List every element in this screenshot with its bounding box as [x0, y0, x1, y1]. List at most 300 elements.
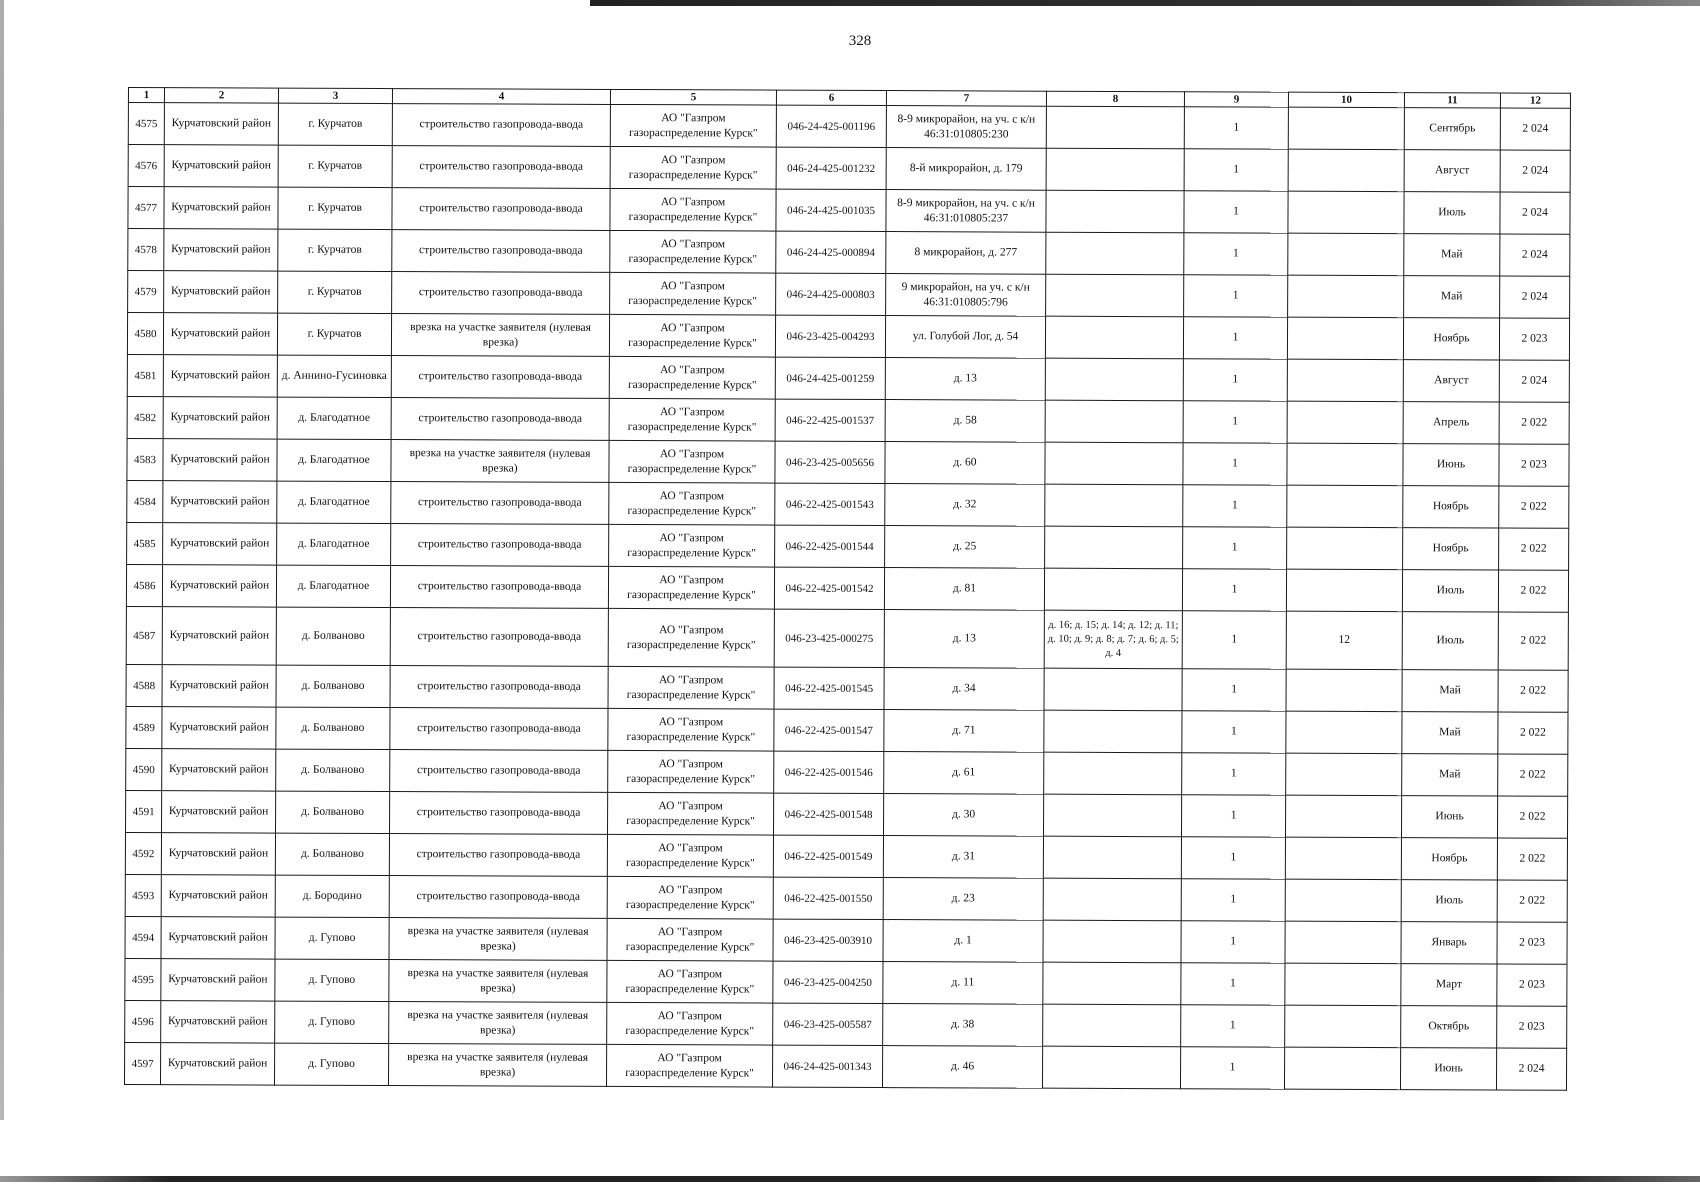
cell-year: 2 024 — [1500, 276, 1570, 318]
cell-district: Курчатовский район — [161, 833, 275, 875]
cell-additional-addresses — [1045, 442, 1183, 485]
cell-work-type: врезка на участке заявителя (нулевая врезка) — [389, 960, 607, 1003]
cell-address: д. 13 — [884, 610, 1044, 669]
cell-year: 2 022 — [1497, 796, 1567, 838]
cell-application-code: 046-24-425-001343 — [772, 1045, 882, 1087]
cell-month: Июнь — [1403, 444, 1499, 486]
cell-month: Январь — [1401, 922, 1497, 964]
cell-address: 9 микрорайон, на уч. с к/н 46:31:010805:796 — [886, 274, 1046, 317]
cell-object-count: 1 — [1181, 1005, 1285, 1047]
table-row — [128, 187, 1570, 235]
header-col-9: 9 — [1184, 92, 1288, 108]
cell-work-type: врезка на участке заявителя (нулевая врезка) — [391, 440, 609, 483]
cell-work-type: врезка на участке заявителя (нулевая врезка) — [391, 314, 609, 357]
table-row — [127, 523, 1569, 571]
cell-year: 2 022 — [1498, 670, 1568, 712]
cell-settlement: д. Болваново — [276, 707, 390, 749]
cell-additional-addresses — [1043, 878, 1181, 921]
cell-additional-addresses — [1045, 484, 1183, 527]
cell-work-type: строительство газопровода-ввода — [390, 666, 608, 709]
cell-settlement: д. Аннино-Гусиновка — [277, 355, 391, 397]
cell-work-type: строительство газопровода-ввода — [390, 792, 608, 835]
cell-additional-addresses — [1045, 358, 1183, 401]
cell-application-code: 046-23-425-000275 — [774, 609, 884, 667]
cell-row-number: 4595 — [125, 959, 161, 1001]
cell-application-code: 046-24-425-001259 — [775, 357, 885, 399]
cell-address: д. 11 — [883, 962, 1043, 1005]
cell-year: 2 023 — [1497, 1006, 1567, 1048]
table-body — [124, 103, 1570, 1091]
cell-district: Курчатовский район — [162, 565, 276, 607]
cell-settlement: г. Курчатов — [278, 187, 392, 229]
cell-additional-addresses — [1044, 752, 1182, 795]
cell-organization: АО "Газпром газораспределение Курск" — [608, 793, 774, 836]
cell-settlement: г. Курчатов — [278, 103, 392, 145]
table-row — [126, 749, 1568, 797]
cell-organization: АО "Газпром газораспределение Курск" — [609, 399, 775, 442]
cell-organization: АО "Газпром газораспределение Курск" — [607, 877, 773, 920]
cell-organization: АО "Газпром газораспределение Курск" — [608, 567, 774, 610]
cell-organization: АО "Газпром газораспределение Курск" — [607, 919, 773, 962]
cell-object-count: 1 — [1180, 1047, 1284, 1089]
cell-month: Июль — [1404, 192, 1500, 234]
cell-application-code: 046-22-425-001543 — [775, 483, 885, 525]
cell-district: Курчатовский район — [164, 103, 278, 145]
cell-month: Июль — [1402, 570, 1498, 612]
cell-settlement: д. Болваново — [275, 833, 389, 875]
cell-additional-count — [1285, 879, 1401, 921]
cell-additional-count — [1288, 107, 1404, 149]
cell-additional-count — [1287, 485, 1403, 527]
cell-application-code: 046-23-425-003910 — [773, 919, 883, 961]
cell-organization: АО "Газпром газораспределение Курск" — [606, 1045, 772, 1088]
cell-address: д. 31 — [883, 836, 1043, 879]
cell-district: Курчатовский район — [161, 917, 275, 959]
cell-additional-addresses — [1042, 1046, 1180, 1089]
table-row — [125, 1001, 1567, 1049]
cell-settlement: д. Благодатное — [277, 523, 391, 565]
cell-additional-count — [1286, 669, 1402, 711]
cell-object-count: 1 — [1183, 527, 1287, 569]
cell-year: 2 024 — [1500, 150, 1570, 192]
cell-month: Март — [1401, 964, 1497, 1006]
table-row — [128, 229, 1570, 277]
cell-row-number: 4596 — [125, 1001, 161, 1043]
cell-district: Курчатовский район — [163, 397, 277, 439]
cell-year: 2 024 — [1496, 1048, 1566, 1090]
cell-year: 2 022 — [1498, 754, 1568, 796]
cell-year: 2 023 — [1497, 922, 1567, 964]
cell-row-number: 4580 — [127, 313, 163, 355]
cell-additional-addresses — [1043, 962, 1181, 1005]
cell-district: Курчатовский район — [160, 1043, 274, 1085]
cell-year: 2 024 — [1500, 234, 1570, 276]
cell-work-type: строительство газопровода-ввода — [392, 230, 610, 273]
cell-address: д. 34 — [884, 668, 1044, 711]
header-col-10: 10 — [1288, 92, 1404, 108]
cell-row-number: 4582 — [127, 397, 163, 439]
cell-organization: АО "Газпром газораспределение Курск" — [608, 667, 774, 710]
cell-address: ул. Голубой Лог, д. 54 — [885, 316, 1045, 359]
cell-organization: АО "Газпром газораспределение Курск" — [607, 1003, 773, 1046]
cell-year: 2 022 — [1499, 486, 1569, 528]
cell-year: 2 024 — [1500, 108, 1570, 150]
cell-row-number: 4575 — [128, 103, 164, 145]
cell-application-code: 046-22-425-001549 — [773, 835, 883, 877]
cell-object-count: 1 — [1181, 795, 1285, 837]
cell-district: Курчатовский район — [163, 439, 277, 481]
cell-settlement: д. Гупово — [275, 917, 389, 959]
cell-month: Июнь — [1400, 1048, 1496, 1090]
cell-address: д. 58 — [885, 400, 1045, 443]
cell-settlement: д. Гупово — [275, 959, 389, 1001]
cell-row-number: 4584 — [127, 481, 163, 523]
cell-work-type: врезка на участке заявителя (нулевая врезка) — [388, 1044, 606, 1087]
cell-additional-addresses — [1043, 794, 1181, 837]
cell-additional-count — [1288, 149, 1404, 191]
cell-object-count: 1 — [1181, 837, 1285, 879]
table-row — [127, 355, 1569, 403]
table-row — [126, 565, 1568, 613]
cell-month: Август — [1403, 360, 1499, 402]
cell-row-number: 4581 — [127, 355, 163, 397]
cell-address: д. 25 — [885, 526, 1045, 569]
cell-year: 2 023 — [1499, 318, 1569, 360]
cell-organization: АО "Газпром газораспределение Курск" — [609, 525, 775, 568]
table-row — [125, 875, 1567, 923]
cell-address: д. 38 — [883, 1004, 1043, 1047]
cell-application-code: 046-22-425-001547 — [774, 709, 884, 751]
cell-object-count: 1 — [1184, 149, 1288, 191]
table-row — [126, 791, 1568, 839]
cell-work-type: строительство газопровода-ввода — [389, 834, 607, 877]
cell-additional-count — [1285, 963, 1401, 1005]
cell-settlement: г. Курчатов — [277, 313, 391, 355]
cell-object-count: 1 — [1183, 485, 1287, 527]
cell-organization: АО "Газпром газораспределение Курск" — [608, 751, 774, 794]
cell-object-count: 1 — [1182, 569, 1286, 611]
header-col-11: 11 — [1404, 93, 1500, 109]
cell-address: д. 60 — [885, 442, 1045, 485]
cell-additional-addresses — [1044, 710, 1182, 753]
cell-row-number: 4587 — [126, 607, 162, 665]
cell-year: 2 024 — [1499, 360, 1569, 402]
table-row — [127, 397, 1569, 445]
cell-work-type: строительство газопровода-ввода — [392, 146, 610, 189]
cell-row-number: 4585 — [127, 523, 163, 565]
cell-address: 8-9 микрорайон, на уч. с к/н 46:31:010805:230 — [886, 106, 1046, 149]
cell-row-number: 4594 — [125, 917, 161, 959]
cell-district: Курчатовский район — [163, 313, 277, 355]
cell-district: Курчатовский район — [162, 607, 276, 665]
cell-year: 2 023 — [1497, 964, 1567, 1006]
cell-year: 2 022 — [1498, 570, 1568, 612]
cell-row-number: 4578 — [128, 229, 164, 271]
cell-work-type: строительство газопровода-ввода — [391, 524, 609, 567]
cell-row-number: 4590 — [126, 749, 162, 791]
cell-object-count: 1 — [1184, 233, 1288, 275]
cell-year: 2 022 — [1498, 612, 1568, 670]
cell-organization: АО "Газпром газораспределение Курск" — [608, 609, 774, 668]
cell-row-number: 4586 — [126, 565, 162, 607]
cell-application-code: 046-23-425-004293 — [775, 315, 885, 357]
cell-district: Курчатовский район — [163, 481, 277, 523]
cell-additional-count — [1287, 359, 1403, 401]
table-row — [127, 481, 1569, 529]
cell-application-code: 046-22-425-001544 — [775, 525, 885, 567]
cell-month: Ноябрь — [1401, 838, 1497, 880]
cell-address: 8-й микрорайон, д. 179 — [886, 148, 1046, 191]
cell-work-type: строительство газопровода-ввода — [391, 398, 609, 441]
cell-district: Курчатовский район — [163, 523, 277, 565]
cell-additional-addresses — [1044, 568, 1182, 611]
cell-additional-addresses — [1044, 668, 1182, 711]
cell-additional-addresses — [1043, 1004, 1181, 1047]
cell-work-type: строительство газопровода-ввода — [391, 356, 609, 399]
cell-object-count: 1 — [1183, 443, 1287, 485]
cell-district: Курчатовский район — [161, 875, 275, 917]
cell-month: Май — [1402, 712, 1498, 754]
cell-additional-addresses — [1045, 316, 1183, 359]
header-col-12: 12 — [1500, 93, 1570, 109]
cell-additional-count: 12 — [1286, 611, 1402, 669]
cell-address: д. 30 — [884, 794, 1044, 837]
cell-district: Курчатовский район — [163, 355, 277, 397]
cell-month: Май — [1404, 276, 1500, 318]
scan-edge-bottom — [0, 1176, 1700, 1182]
cell-year: 2 022 — [1499, 528, 1569, 570]
header-col-1: 1 — [128, 88, 164, 103]
cell-work-type: врезка на участке заявителя (нулевая врезка) — [389, 1002, 607, 1045]
cell-organization: АО "Газпром газораспределение Курск" — [607, 835, 773, 878]
cell-object-count: 1 — [1181, 963, 1285, 1005]
cell-object-count: 1 — [1182, 711, 1286, 753]
cell-work-type: строительство газопровода-ввода — [392, 104, 610, 147]
cell-application-code: 046-23-425-004250 — [773, 961, 883, 1003]
cell-month: Сентябрь — [1404, 108, 1500, 150]
cell-settlement: д. Благодатное — [277, 397, 391, 439]
table-row — [128, 271, 1570, 319]
cell-application-code: 046-22-425-001537 — [775, 399, 885, 441]
cell-object-count: 1 — [1183, 359, 1287, 401]
cell-address: д. 32 — [885, 484, 1045, 527]
cell-row-number: 4589 — [126, 707, 162, 749]
cell-month: Октябрь — [1401, 1006, 1497, 1048]
cell-additional-addresses — [1046, 148, 1184, 191]
cell-district: Курчатовский район — [161, 959, 275, 1001]
cell-additional-addresses — [1046, 274, 1184, 317]
cell-application-code: 046-22-425-001542 — [774, 567, 884, 609]
cell-address: д. 46 — [882, 1046, 1042, 1089]
cell-month: Июнь — [1401, 796, 1497, 838]
cell-settlement: д. Болваново — [276, 749, 390, 791]
cell-settlement: д. Благодатное — [276, 565, 390, 607]
cell-district: Курчатовский район — [164, 145, 278, 187]
header-col-4: 4 — [392, 89, 610, 105]
table-row — [126, 707, 1568, 755]
header-col-5: 5 — [610, 89, 776, 105]
header-col-8: 8 — [1046, 91, 1184, 107]
cell-additional-count — [1287, 401, 1403, 443]
cell-additional-count — [1285, 795, 1401, 837]
cell-organization: АО "Газпром газораспределение Курск" — [610, 231, 776, 274]
cell-organization: АО "Газпром газораспределение Курск" — [609, 441, 775, 484]
cell-district: Курчатовский район — [164, 271, 278, 313]
header-col-6: 6 — [776, 90, 886, 106]
cell-object-count: 1 — [1184, 107, 1288, 149]
cell-organization: АО "Газпром газораспределение Курск" — [610, 147, 776, 190]
table-row — [128, 103, 1570, 151]
cell-district: Курчатовский район — [162, 707, 276, 749]
cell-row-number: 4597 — [124, 1043, 160, 1085]
cell-district: Курчатовский район — [164, 229, 278, 271]
cell-application-code: 046-23-425-005587 — [773, 1003, 883, 1045]
cell-application-code: 046-24-425-000803 — [776, 273, 886, 315]
cell-work-type: врезка на участке заявителя (нулевая врезка) — [389, 918, 607, 961]
cell-district: Курчатовский район — [162, 791, 276, 833]
cell-object-count: 1 — [1182, 753, 1286, 795]
cell-additional-addresses — [1043, 920, 1181, 963]
table-row — [125, 917, 1567, 965]
cell-application-code: 046-24-425-001035 — [776, 189, 886, 231]
cell-month: Июль — [1401, 880, 1497, 922]
cell-row-number: 4593 — [125, 875, 161, 917]
cell-settlement: д. Болваново — [276, 607, 390, 665]
cell-organization: АО "Газпром газораспределение Курск" — [608, 709, 774, 752]
cell-settlement: д. Гупово — [275, 1001, 389, 1043]
cell-organization: АО "Газпром газораспределение Курск" — [610, 105, 776, 148]
table-row — [128, 145, 1570, 193]
cell-year: 2 022 — [1497, 838, 1567, 880]
cell-month: Апрель — [1403, 402, 1499, 444]
cell-additional-count — [1287, 527, 1403, 569]
cell-settlement: г. Курчатов — [278, 229, 392, 271]
scan-edge-top — [590, 0, 1700, 6]
cell-district: Курчатовский район — [162, 665, 276, 707]
cell-object-count: 1 — [1182, 669, 1286, 711]
cell-address: д. 71 — [884, 710, 1044, 753]
cell-additional-addresses — [1043, 836, 1181, 879]
cell-month: Ноябрь — [1403, 318, 1499, 360]
cell-work-type: строительство газопровода-ввода — [391, 482, 609, 525]
cell-district: Курчатовский район — [164, 187, 278, 229]
cell-row-number: 4588 — [126, 665, 162, 707]
cell-additional-addresses: д. 16; д. 15; д. 14; д. 12; д. 11; д. 10; д. 9; д. 8; д. 7; д. 6; д. 5; д. 4 — [1044, 610, 1182, 669]
cell-additional-count — [1287, 317, 1403, 359]
cell-row-number: 4579 — [128, 271, 164, 313]
table-row — [127, 439, 1569, 487]
table-row — [126, 665, 1568, 713]
cell-row-number: 4576 — [128, 145, 164, 187]
cell-additional-addresses — [1046, 106, 1184, 149]
cell-month: Ноябрь — [1403, 528, 1499, 570]
cell-application-code: 046-24-425-001196 — [776, 105, 886, 147]
cell-additional-count — [1286, 711, 1402, 753]
cell-object-count: 1 — [1181, 879, 1285, 921]
cell-additional-addresses — [1045, 526, 1183, 569]
cell-organization: АО "Газпром газораспределение Курск" — [607, 961, 773, 1004]
cell-address: д. 81 — [884, 568, 1044, 611]
cell-month: Ноябрь — [1403, 486, 1499, 528]
cell-additional-count — [1285, 1005, 1401, 1047]
cell-work-type: строительство газопровода-ввода — [390, 608, 608, 667]
header-col-3: 3 — [278, 88, 392, 104]
cell-address: д. 61 — [884, 752, 1044, 795]
cell-additional-count — [1286, 753, 1402, 795]
cell-month: Июль — [1402, 612, 1498, 670]
cell-year: 2 022 — [1499, 402, 1569, 444]
cell-additional-addresses — [1046, 190, 1184, 233]
cell-work-type: строительство газопровода-ввода — [389, 876, 607, 919]
cell-month: Май — [1402, 754, 1498, 796]
header-col-2: 2 — [164, 88, 278, 104]
cell-year: 2 022 — [1497, 880, 1567, 922]
cell-row-number: 4583 — [127, 439, 163, 481]
cell-work-type: строительство газопровода-ввода — [390, 566, 608, 609]
cell-additional-addresses — [1046, 232, 1184, 275]
cell-additional-count — [1287, 443, 1403, 485]
table-row — [124, 1043, 1566, 1091]
cell-object-count: 1 — [1183, 401, 1287, 443]
cell-additional-count — [1286, 569, 1402, 611]
cell-settlement: д. Болваново — [276, 665, 390, 707]
cell-settlement: д. Благодатное — [277, 481, 391, 523]
cell-object-count: 1 — [1184, 191, 1288, 233]
cell-address: 8 микрорайон, д. 277 — [886, 232, 1046, 275]
cell-district: Курчатовский район — [161, 1001, 275, 1043]
scan-edge-left — [0, 0, 4, 1120]
cell-additional-count — [1284, 1047, 1400, 1089]
cell-object-count: 1 — [1182, 611, 1286, 669]
table-row — [127, 313, 1569, 361]
cell-row-number: 4592 — [125, 833, 161, 875]
cell-application-code: 046-23-425-005656 — [775, 441, 885, 483]
cell-additional-count — [1288, 191, 1404, 233]
cell-settlement: г. Курчатов — [278, 271, 392, 313]
register-table — [124, 87, 1571, 1091]
cell-organization: АО "Газпром газораспределение Курск" — [610, 189, 776, 232]
cell-month: Август — [1404, 150, 1500, 192]
table-row — [126, 607, 1568, 671]
cell-year: 2 023 — [1499, 444, 1569, 486]
cell-settlement: д. Благодатное — [277, 439, 391, 481]
cell-additional-count — [1285, 921, 1401, 963]
cell-application-code: 046-22-425-001546 — [774, 751, 884, 793]
cell-address: 8-9 микрорайон, на уч. с к/н 46:31:010805:237 — [886, 190, 1046, 233]
cell-object-count: 1 — [1184, 275, 1288, 317]
cell-settlement: д. Бородино — [275, 875, 389, 917]
cell-additional-count — [1285, 837, 1401, 879]
cell-address: д. 13 — [885, 358, 1045, 401]
cell-organization: АО "Газпром газораспределение Курск" — [610, 273, 776, 316]
cell-work-type: строительство газопровода-ввода — [392, 272, 610, 315]
cell-settlement: д. Болваново — [276, 791, 390, 833]
cell-work-type: строительство газопровода-ввода — [390, 708, 608, 751]
cell-additional-addresses — [1045, 400, 1183, 443]
cell-application-code: 046-22-425-001548 — [774, 793, 884, 835]
cell-additional-count — [1288, 275, 1404, 317]
cell-application-code: 046-24-425-001232 — [776, 147, 886, 189]
header-col-7: 7 — [886, 91, 1046, 107]
cell-settlement: г. Курчатов — [278, 145, 392, 187]
cell-organization: АО "Газпром газораспределение Курск" — [609, 357, 775, 400]
cell-organization: АО "Газпром газораспределение Курск" — [609, 483, 775, 526]
cell-month: Май — [1402, 670, 1498, 712]
cell-district: Курчатовский район — [162, 749, 276, 791]
cell-address: д. 23 — [883, 878, 1043, 921]
cell-month: Май — [1404, 234, 1500, 276]
cell-year: 2 022 — [1498, 712, 1568, 754]
